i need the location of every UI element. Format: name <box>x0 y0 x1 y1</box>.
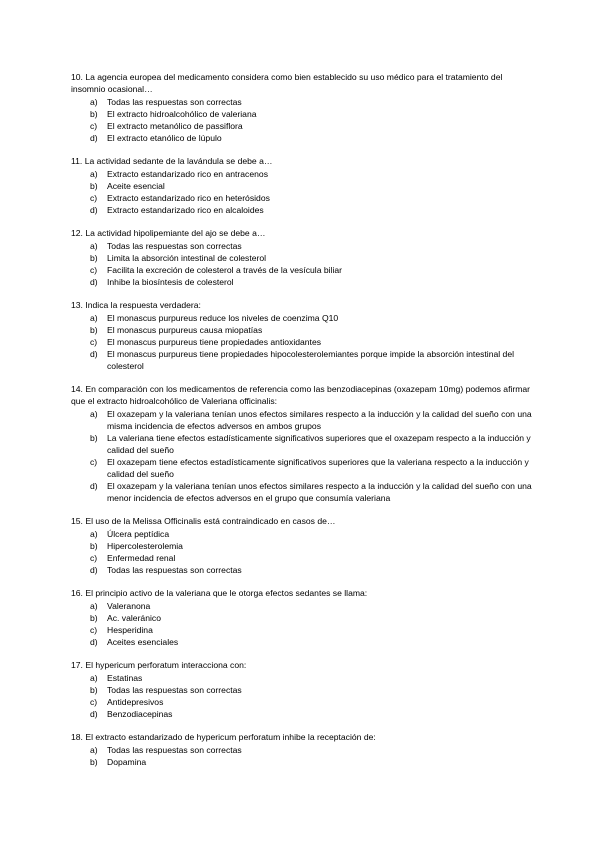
option-d <box>71 276 533 288</box>
option-text: El monascus purpureus tiene propiedades antioxidantes <box>107 336 322 347</box>
question-12 <box>71 227 533 288</box>
option-text: Limita la absorción intestinal de colesterol <box>107 252 267 263</box>
option-letter: a) <box>90 600 98 611</box>
option-text: Dopamina <box>107 756 147 767</box>
option-letter: a) <box>90 96 98 107</box>
question-18 <box>71 731 533 768</box>
option-letter: a) <box>90 408 98 419</box>
option-letter: c) <box>90 552 98 563</box>
option-letter: b) <box>90 756 98 767</box>
option-text: Aceites esenciales <box>107 636 179 647</box>
option-letter: d) <box>90 564 98 575</box>
option-letter: c) <box>90 457 98 468</box>
option-text: Benzodiacepinas <box>107 708 173 719</box>
option-letter: c) <box>90 120 98 131</box>
option-letter: b) <box>90 612 98 623</box>
option-text: La valeriana tiene efectos estadísticamente significativos superiores que el oxazepam respecto a la inducción y calidad del sueño <box>107 432 531 455</box>
option-text: Ac. valeránico <box>107 612 161 623</box>
option-letter: b) <box>90 684 98 695</box>
option-letter: c) <box>90 192 98 203</box>
option-b <box>71 432 533 456</box>
option-letter: c) <box>90 264 98 275</box>
option-letter: d) <box>90 481 98 492</box>
question-text: 10. La agencia europea del medicamento considera como bien establecido su uso médico para el tratamiento del insomnio ocasional… <box>71 72 503 95</box>
option-text: Todas las respuestas son correctas <box>107 96 242 107</box>
option-b <box>71 108 533 120</box>
option-letter: a) <box>90 672 98 683</box>
option-a <box>71 744 533 756</box>
option-list <box>71 672 533 720</box>
option-letter: b) <box>90 324 98 335</box>
question-text: 14. En comparación con los medicamentos de referencia como las benzodiacepinas (oxazepam 10mg) podemos afirmar que el extracto hidroalcohólico de Valeriana officinalis: <box>71 384 531 407</box>
option-a <box>71 240 533 252</box>
option-d <box>71 348 533 372</box>
option-text: Valeranona <box>107 600 151 611</box>
option-letter: a) <box>90 744 98 755</box>
option-letter: a) <box>90 528 98 539</box>
question-11 <box>71 155 533 216</box>
option-letter: c) <box>90 696 98 707</box>
question-text: 15. El uso de la Melissa Officinalis está contraindicado en casos de… <box>71 516 336 526</box>
option-letter: c) <box>90 624 98 635</box>
option-letter: a) <box>90 168 98 179</box>
question-text: 11. La actividad sedante de la lavándula se debe a… <box>71 156 273 166</box>
option-text: Enfermedad renal <box>107 552 176 563</box>
option-letter: d) <box>90 132 98 143</box>
question-16 <box>71 587 533 648</box>
option-d <box>71 708 533 720</box>
option-text: Aceite esencial <box>107 180 165 191</box>
option-letter: d) <box>90 636 98 647</box>
option-list <box>71 600 533 648</box>
option-letter: d) <box>90 708 98 719</box>
option-text: Todas las respuestas son correctas <box>107 684 242 695</box>
question-17 <box>71 659 533 720</box>
option-text: El monascus purpureus tiene propiedades hipocolesterolemiantes porque impide la absorción intestinal del colesterol <box>107 348 515 371</box>
option-text: Úlcera peptídica <box>107 528 170 539</box>
option-b <box>71 180 533 192</box>
question-text: 13. Indica la respuesta verdadera: <box>71 300 201 310</box>
option-letter: b) <box>90 180 98 191</box>
option-text: Todas las respuestas son correctas <box>107 744 242 755</box>
option-text: El monascus purpureus causa miopatías <box>107 324 263 335</box>
option-text: Estatinas <box>107 672 143 683</box>
option-list <box>71 312 533 372</box>
option-text: Todas las respuestas son correctas <box>107 240 242 251</box>
option-text: Extracto estandarizado rico en heterósidos <box>107 192 270 203</box>
question-text: 16. El principio activo de la valeriana que le otorga efectos sedantes se llama: <box>71 588 368 598</box>
option-letter: d) <box>90 204 98 215</box>
option-text: El extracto hidroalcohólico de valeriana <box>107 108 257 119</box>
option-a <box>71 408 533 432</box>
option-text: El oxazepam tiene efectos estadísticamente significativos superiores que la valeriana respecto a la inducción y calidad del sueño <box>107 457 529 480</box>
option-list <box>71 240 533 288</box>
option-a <box>71 168 533 180</box>
question-text: 12. La actividad hipolipemiante del ajo se debe a… <box>71 228 266 238</box>
option-text: El oxazepam y la valeriana tenían unos efectos similares respecto a la inducción y la calidad del sueño con una misma incidencia de efectos adversos en ambos grupos <box>107 408 532 431</box>
option-a <box>71 672 533 684</box>
question-13 <box>71 299 533 372</box>
option-text: Inhibe la biosíntesis de colesterol <box>107 276 234 287</box>
option-text: Todas las respuestas son correctas <box>107 564 242 575</box>
option-c <box>71 456 533 480</box>
option-text: El extracto metanólico de passiflora <box>107 120 243 131</box>
option-b <box>71 612 533 624</box>
question-10 <box>71 71 533 144</box>
option-b <box>71 756 533 768</box>
option-text: El extracto etanólico de lúpulo <box>107 132 222 143</box>
option-letter: d) <box>90 348 98 359</box>
option-a <box>71 96 533 108</box>
option-letter: d) <box>90 276 98 287</box>
option-c <box>71 336 533 348</box>
option-c <box>71 624 533 636</box>
question-text: 18. El extracto estandarizado de hypericum perforatum inhibe la receptación de: <box>71 732 376 742</box>
option-text: Hesperidina <box>107 624 153 635</box>
option-d <box>71 204 533 216</box>
option-letter: a) <box>90 240 98 251</box>
option-a <box>71 528 533 540</box>
option-text: Antidepresivos <box>107 696 164 707</box>
option-text: El monascus purpureus reduce los niveles de coenzima Q10 <box>107 312 339 323</box>
option-b <box>71 540 533 552</box>
option-c <box>71 120 533 132</box>
option-b <box>71 252 533 264</box>
option-text: Hipercolesterolemia <box>107 540 183 551</box>
option-d <box>71 636 533 648</box>
option-letter: b) <box>90 432 98 443</box>
option-a <box>71 312 533 324</box>
question-15 <box>71 515 533 576</box>
option-list <box>71 744 533 768</box>
option-text: Facilita la excreción de colesterol a través de la vesícula biliar <box>107 264 343 275</box>
option-letter: c) <box>90 336 98 347</box>
option-text: Extracto estandarizado rico en antracenos <box>107 168 268 179</box>
option-d <box>71 132 533 144</box>
option-a <box>71 600 533 612</box>
option-letter: a) <box>90 312 98 323</box>
option-d <box>71 480 533 504</box>
option-letter: b) <box>90 540 98 551</box>
option-list <box>71 168 533 216</box>
option-c <box>71 192 533 204</box>
option-d <box>71 564 533 576</box>
option-letter: b) <box>90 108 98 119</box>
option-b <box>71 684 533 696</box>
option-b <box>71 324 533 336</box>
question-14 <box>71 383 533 504</box>
option-c <box>71 552 533 564</box>
option-letter: b) <box>90 252 98 263</box>
question-text: 17. El hypericum perforatum interacciona con: <box>71 660 247 670</box>
option-list <box>71 96 533 144</box>
option-list <box>71 408 533 505</box>
option-c <box>71 696 533 708</box>
option-list <box>71 528 533 576</box>
option-text: Extracto estandarizado rico en alcaloides <box>107 204 264 215</box>
option-text: El oxazepam y la valeriana tenían unos efectos similares respecto a la inducción y la calidad del sueño con una menor incidencia de efectos adversos en el grupo que consumía valeriana <box>107 481 532 504</box>
option-c <box>71 264 533 276</box>
